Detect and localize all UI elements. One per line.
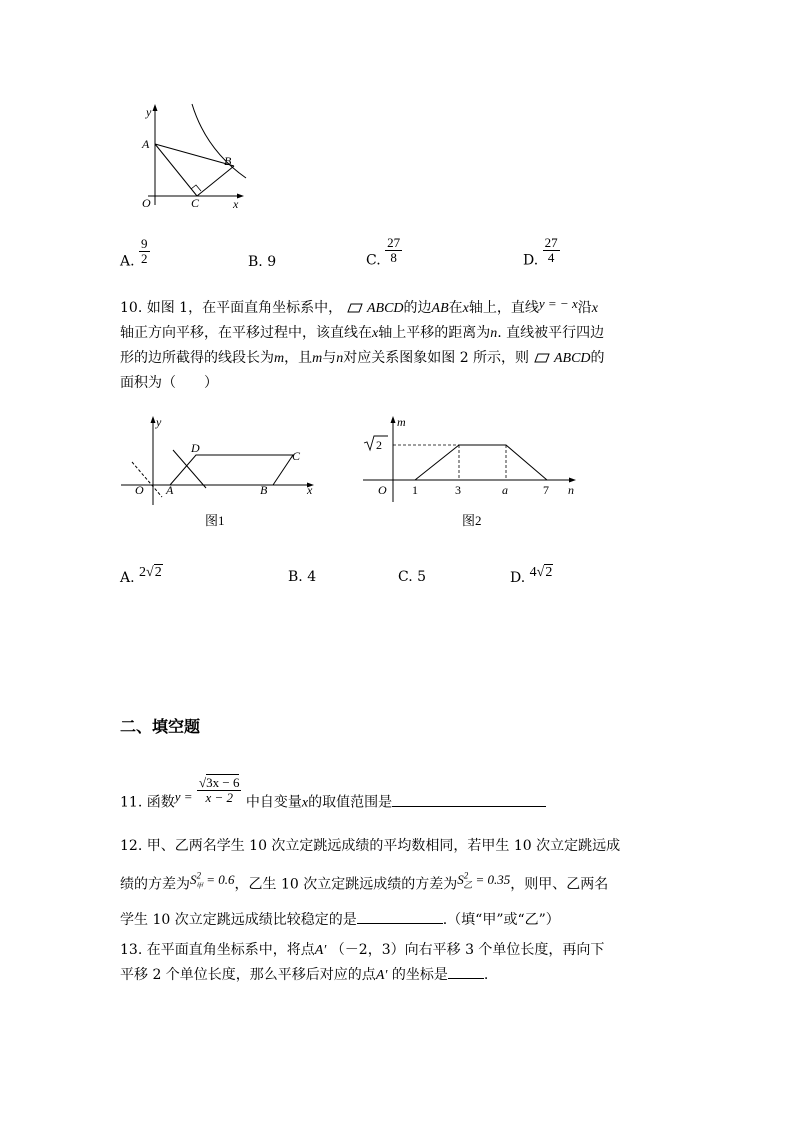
q10-fig1-point-a-label: A bbox=[166, 483, 174, 497]
q10-text bbox=[120, 296, 680, 395]
section-title: 二、填空题 bbox=[120, 717, 201, 736]
q12-text: 12. 甲、乙两名学生 10 次立定跳远成绩的平均数相同，若甲生 10 次立定跳远成 绩的方差为$S^2_甲 = 0.6$，乙生 10 次立定跳远成绩的方差为$S^2_乙 = 0.35$，则甲、乙两名 学生 10 次立定跳远成绩比较稳定的是 .（填“甲”或“乙”） bbox=[120, 838, 621, 928]
q11-text: 11. 函数y = $\frac{√3x - 6}{x - 2}$ 中自变量x的取值范围是 bbox=[120, 788, 546, 817]
q10-line-1: 10. 如图 1，在平面直角坐标系中， ABCD的边AB在x轴上，直线y = − x沿x bbox=[120, 296, 598, 316]
q13-answer-blank[interactable] bbox=[448, 964, 484, 979]
q10-fig2-caption: 图2 bbox=[462, 513, 482, 528]
q10-fig2-tick-a: a bbox=[502, 483, 508, 497]
q10-fig2-origin-label: O bbox=[378, 483, 387, 497]
q9-x-label: x bbox=[233, 197, 239, 211]
q13-text: 13. 在平面直角坐标系中，将点A′ （－2，3）向右平移 3 个单位长度，再向下 平移 2 个单位长度，那么平移后对应的点A′ 的坐标是 . bbox=[120, 942, 605, 983]
q9-y-label: y bbox=[146, 105, 152, 119]
q10-fig2-tick-1: 1 bbox=[412, 483, 418, 497]
q10-fig2-tick-7: 7 bbox=[543, 483, 549, 497]
q10-option-d: D. 4√2 bbox=[510, 565, 553, 586]
q10-fig1-point-d-label: D bbox=[191, 441, 200, 455]
q10-fig1-x-label: x bbox=[307, 483, 313, 497]
q9-point-a-label: A bbox=[142, 137, 150, 151]
q10-option-a: A. 2√2 bbox=[120, 565, 162, 586]
q10-option-b: B. 4 bbox=[288, 569, 317, 585]
q9-option-c: C. $\frac{27}{8}$ bbox=[366, 235, 401, 269]
q9-origin-label: O bbox=[142, 196, 151, 210]
q11-answer-blank[interactable] bbox=[392, 792, 546, 807]
q10-fig1-y-label: y bbox=[156, 415, 162, 429]
q12-answer-blank[interactable] bbox=[357, 909, 443, 924]
q10-fig1-point-c-label: C bbox=[292, 449, 301, 463]
q9-option-d: D. $\frac{27}{4}$ bbox=[523, 235, 558, 269]
q10-figure-1 bbox=[118, 410, 323, 535]
q9-figure bbox=[128, 100, 253, 215]
q10-line-3: 形的边所截得的线段长为m，且m与n对应关系图象如图 2 所示，则 ABCD的 bbox=[120, 350, 605, 366]
parallelogram-icon bbox=[347, 303, 363, 313]
q10-figure-2 bbox=[360, 410, 585, 535]
q10-fig2-root-label: 2 bbox=[376, 438, 382, 452]
q10-fig1-point-b-label: B bbox=[260, 483, 268, 497]
q10-line-4: 面积为（ ） bbox=[120, 375, 218, 391]
q9-option-a: A. $\frac{9}{2}$ bbox=[120, 236, 148, 270]
q10-fig2-tick-3: 3 bbox=[455, 483, 461, 497]
q9-point-c-label: C bbox=[191, 196, 200, 210]
parallelogram-icon bbox=[534, 353, 550, 363]
q10-fig2-n-label: n bbox=[568, 483, 574, 497]
q10-line-2: 轴正方向平移，在平移过程中，该直线在x轴上平移的距离为n. 直线被平行四边 bbox=[120, 325, 605, 341]
q10-fig1-origin-label: O bbox=[135, 483, 144, 497]
q10-fig2-m-label: m bbox=[397, 415, 406, 429]
q10-fig1-caption: 图1 bbox=[205, 513, 225, 528]
q9-point-b-label: B bbox=[224, 154, 232, 168]
q10-option-c: C. 5 bbox=[398, 569, 427, 585]
q9-option-b: B. 9 bbox=[248, 254, 277, 270]
